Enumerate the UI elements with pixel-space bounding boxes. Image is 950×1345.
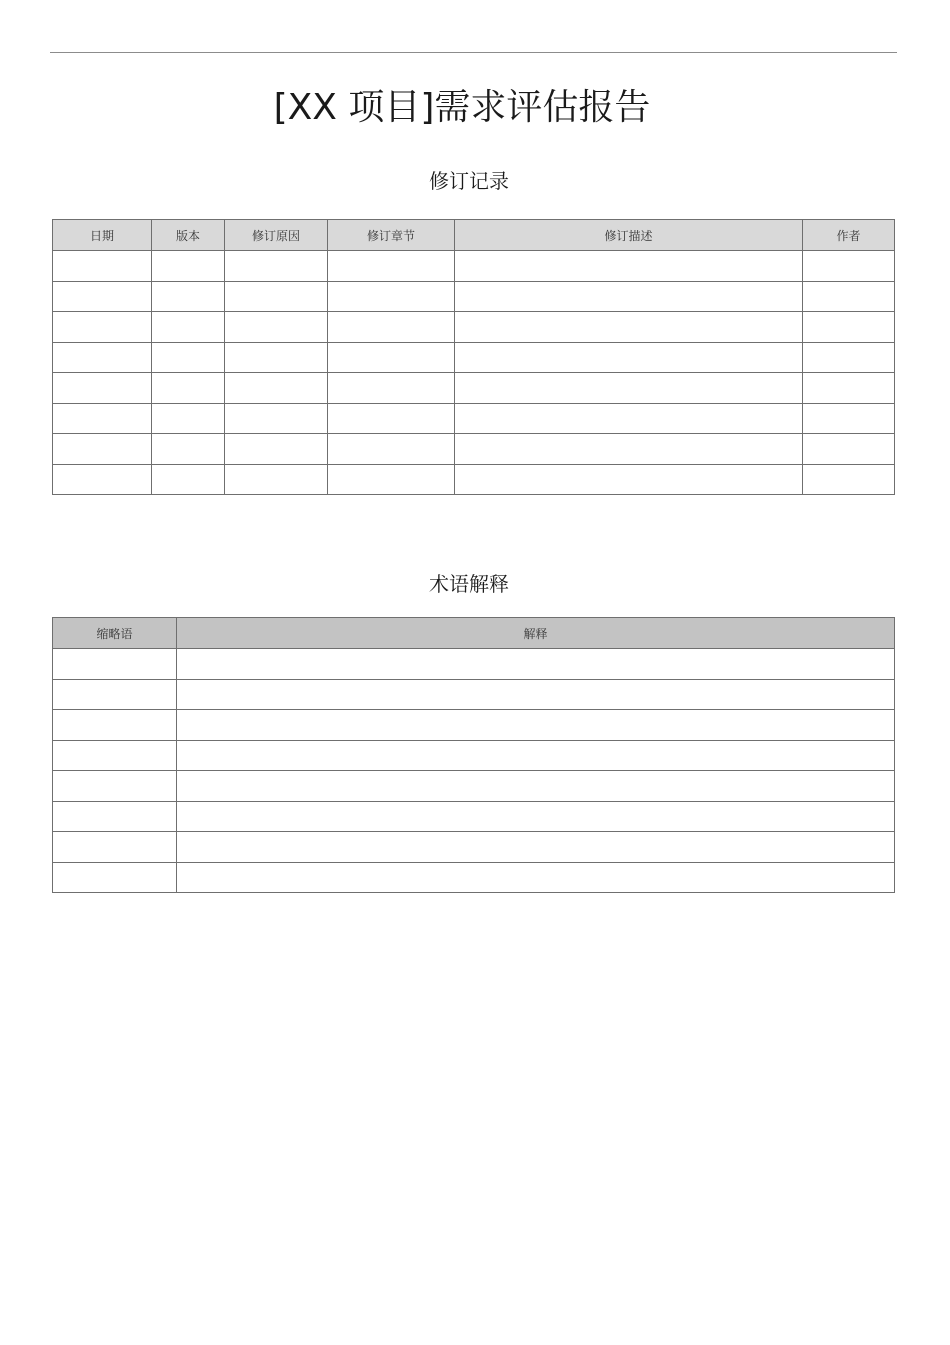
table-cell-abbreviation[interactable] bbox=[53, 801, 177, 832]
column-header-revision-reason: 修订原因 bbox=[225, 220, 328, 251]
table-cell-version[interactable] bbox=[152, 464, 225, 495]
table-cell-revision-description[interactable] bbox=[455, 434, 803, 465]
table-row bbox=[53, 740, 895, 771]
table-cell-author[interactable] bbox=[803, 281, 895, 312]
table-cell-version[interactable] bbox=[152, 251, 225, 282]
table-cell-revision-reason[interactable] bbox=[225, 281, 328, 312]
table-cell-abbreviation[interactable] bbox=[53, 679, 177, 710]
table-cell-abbreviation[interactable] bbox=[53, 771, 177, 802]
table-row bbox=[53, 312, 895, 343]
table-cell-explanation[interactable] bbox=[177, 679, 895, 710]
table-cell-revision-description[interactable] bbox=[455, 251, 803, 282]
table-row bbox=[53, 464, 895, 495]
column-header-abbreviation: 缩略语 bbox=[53, 618, 177, 649]
table-cell-abbreviation[interactable] bbox=[53, 832, 177, 863]
table-row bbox=[53, 771, 895, 802]
table-cell-explanation[interactable] bbox=[177, 801, 895, 832]
table-cell-version[interactable] bbox=[152, 312, 225, 343]
table-cell-version[interactable] bbox=[152, 281, 225, 312]
revision-header-row bbox=[53, 220, 895, 251]
revision-record-title: 修订记录 bbox=[429, 169, 509, 193]
table-cell-abbreviation[interactable] bbox=[53, 649, 177, 680]
table-row bbox=[53, 281, 895, 312]
table-cell-revised-section[interactable] bbox=[328, 403, 455, 434]
revision-record-table bbox=[52, 219, 895, 495]
table-cell-version[interactable] bbox=[152, 342, 225, 373]
table-cell-version[interactable] bbox=[152, 403, 225, 434]
table-cell-date[interactable] bbox=[53, 312, 152, 343]
column-header-explanation: 解释 bbox=[177, 618, 895, 649]
table-cell-revised-section[interactable] bbox=[328, 434, 455, 465]
table-row bbox=[53, 403, 895, 434]
table-cell-explanation[interactable] bbox=[177, 771, 895, 802]
table-row bbox=[53, 649, 895, 680]
table-cell-author[interactable] bbox=[803, 464, 895, 495]
table-cell-revised-section[interactable] bbox=[328, 464, 455, 495]
table-cell-date[interactable] bbox=[53, 281, 152, 312]
table-cell-version[interactable] bbox=[152, 373, 225, 404]
table-row bbox=[53, 342, 895, 373]
table-cell-revised-section[interactable] bbox=[328, 312, 455, 343]
document-title: [XX 项目]需求评估报告 bbox=[273, 87, 651, 129]
table-cell-revision-description[interactable] bbox=[455, 373, 803, 404]
table-cell-revision-reason[interactable] bbox=[225, 464, 328, 495]
table-cell-revised-section[interactable] bbox=[328, 373, 455, 404]
column-header-version: 版本 bbox=[152, 220, 225, 251]
table-row bbox=[53, 801, 895, 832]
table-cell-revision-reason[interactable] bbox=[225, 373, 328, 404]
table-cell-abbreviation[interactable] bbox=[53, 862, 177, 893]
table-row bbox=[53, 251, 895, 282]
table-cell-revision-reason[interactable] bbox=[225, 312, 328, 343]
table-cell-explanation[interactable] bbox=[177, 710, 895, 741]
table-row bbox=[53, 832, 895, 863]
column-header-date: 日期 bbox=[53, 220, 152, 251]
table-cell-explanation[interactable] bbox=[177, 862, 895, 893]
glossary-header-row bbox=[53, 618, 895, 649]
table-cell-revised-section[interactable] bbox=[328, 342, 455, 373]
table-cell-revision-reason[interactable] bbox=[225, 434, 328, 465]
column-header-revised-section: 修订章节 bbox=[328, 220, 455, 251]
table-row bbox=[53, 710, 895, 741]
table-cell-revised-section[interactable] bbox=[328, 281, 455, 312]
table-cell-abbreviation[interactable] bbox=[53, 710, 177, 741]
table-cell-explanation[interactable] bbox=[177, 832, 895, 863]
table-cell-author[interactable] bbox=[803, 373, 895, 404]
table-cell-author[interactable] bbox=[803, 434, 895, 465]
table-cell-date[interactable] bbox=[53, 403, 152, 434]
table-cell-revision-reason[interactable] bbox=[225, 251, 328, 282]
table-cell-revised-section[interactable] bbox=[328, 251, 455, 282]
table-cell-revision-description[interactable] bbox=[455, 403, 803, 434]
table-cell-author[interactable] bbox=[803, 342, 895, 373]
table-cell-version[interactable] bbox=[152, 434, 225, 465]
table-row bbox=[53, 373, 895, 404]
table-cell-date[interactable] bbox=[53, 373, 152, 404]
table-cell-author[interactable] bbox=[803, 403, 895, 434]
table-cell-revision-description[interactable] bbox=[455, 281, 803, 312]
column-header-revision-description: 修订描述 bbox=[455, 220, 803, 251]
header-rule bbox=[50, 52, 897, 53]
table-cell-revision-description[interactable] bbox=[455, 342, 803, 373]
table-row bbox=[53, 862, 895, 893]
glossary-title: 术语解释 bbox=[429, 572, 509, 596]
column-header-author: 作者 bbox=[803, 220, 895, 251]
table-cell-revision-reason[interactable] bbox=[225, 403, 328, 434]
table-cell-explanation[interactable] bbox=[177, 649, 895, 680]
table-row bbox=[53, 679, 895, 710]
table-row bbox=[53, 434, 895, 465]
table-cell-explanation[interactable] bbox=[177, 740, 895, 771]
table-cell-revision-description[interactable] bbox=[455, 464, 803, 495]
table-cell-date[interactable] bbox=[53, 464, 152, 495]
table-cell-abbreviation[interactable] bbox=[53, 740, 177, 771]
table-cell-author[interactable] bbox=[803, 251, 895, 282]
glossary-table bbox=[52, 617, 895, 893]
table-cell-date[interactable] bbox=[53, 434, 152, 465]
table-cell-revision-reason[interactable] bbox=[225, 342, 328, 373]
table-cell-revision-description[interactable] bbox=[455, 312, 803, 343]
table-cell-author[interactable] bbox=[803, 312, 895, 343]
table-cell-date[interactable] bbox=[53, 251, 152, 282]
table-cell-date[interactable] bbox=[53, 342, 152, 373]
